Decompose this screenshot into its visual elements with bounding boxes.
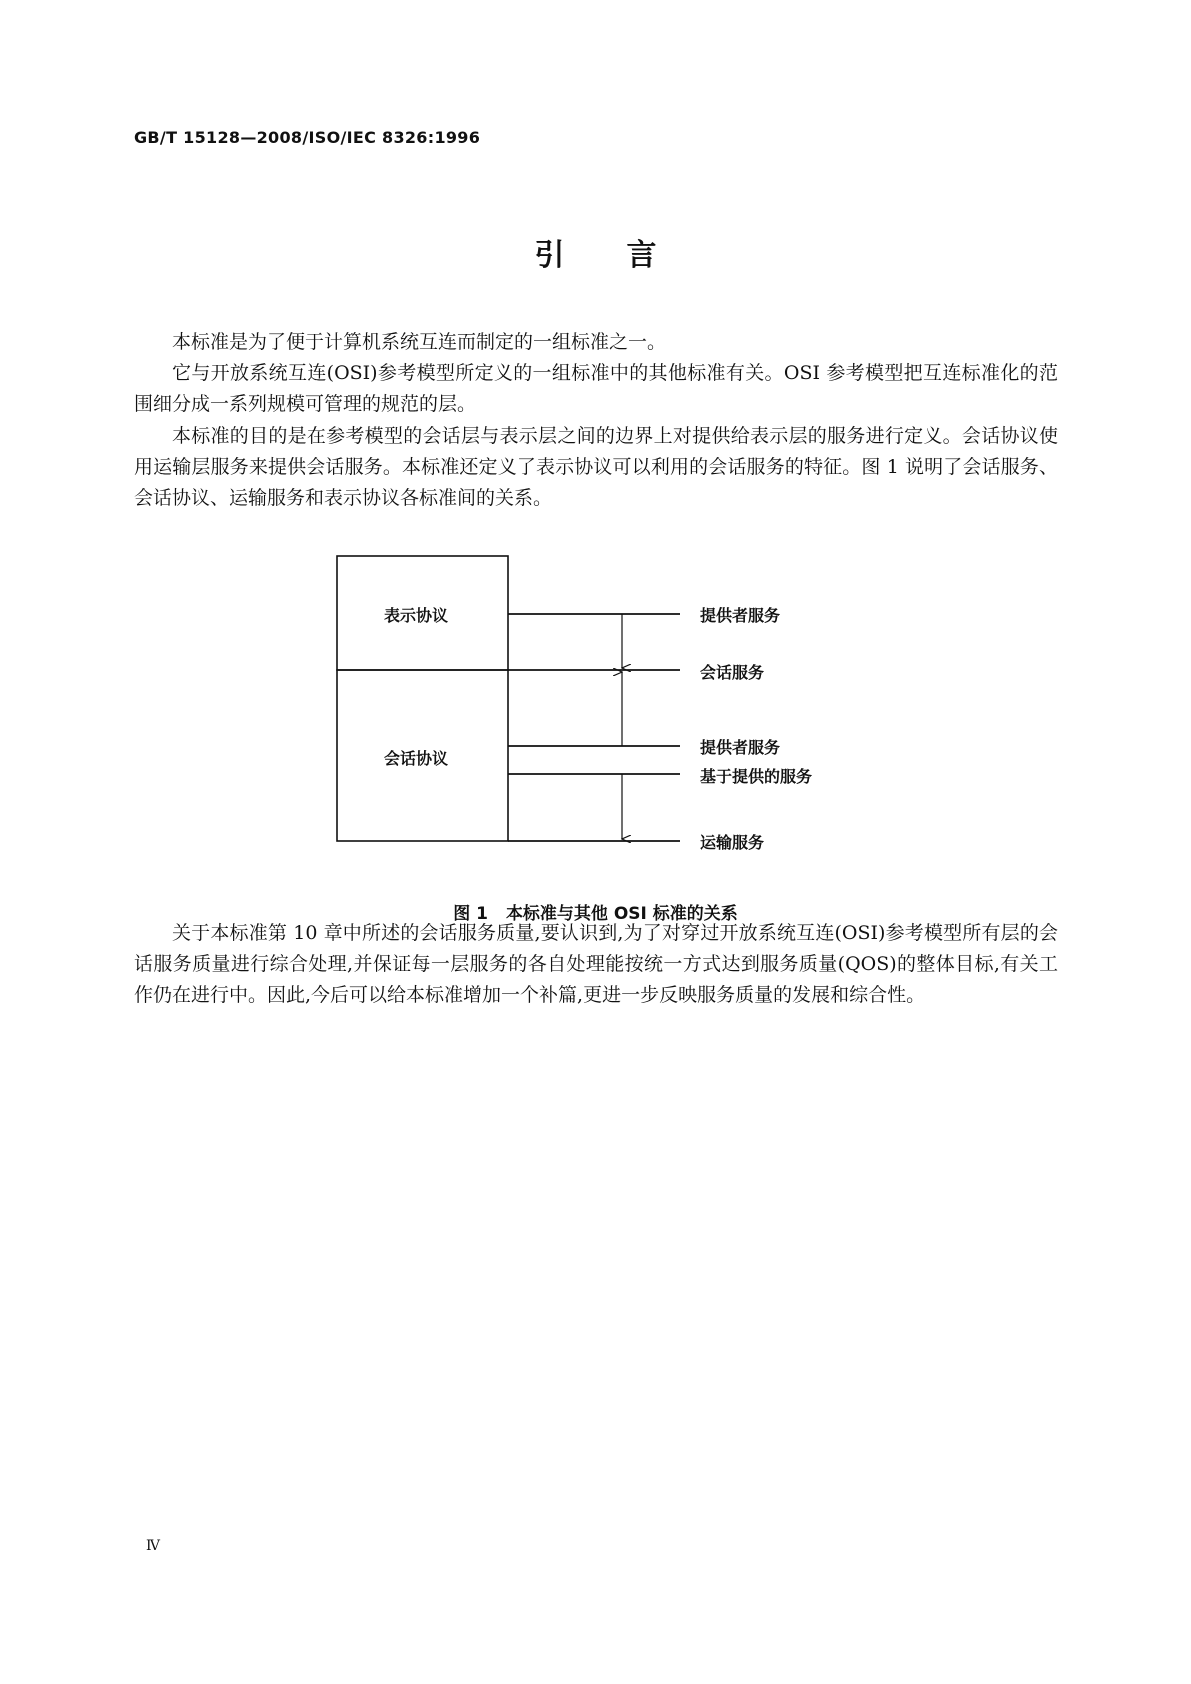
paragraph-2: 它与开放系统互连(OSI)参考模型所定义的一组标准中的其他标准有关。OSI 参考模型把互连标准化的范围细分成一系列规模可管理的规范的层。 — [134, 362, 1058, 415]
presentation-protocol-label: 表示协议 — [384, 606, 449, 625]
session-service-label: 会话服务 — [700, 663, 765, 682]
figure-caption-text: 本标准与其他 OSI 标准的关系 — [505, 904, 738, 924]
session-protocol-box — [337, 670, 508, 841]
provider-service-top-label: 提供者服务 — [700, 606, 781, 625]
paragraph-3: 本标准的目的是在参考模型的会话层与表示层之间的边界上对提供给表示层的服务进行定义。会话协议使用运输层服务来提供会话服务。本标准还定义了表示协议可以利用的会话服务的特征。图 1 说明了会话服务、会话协议、运输服务和表示协议各标准间的关系。 — [134, 425, 1058, 509]
figure-caption-number: 图 1 — [453, 904, 488, 924]
presentation-protocol-box — [337, 556, 508, 670]
page-number: Ⅳ — [146, 1538, 160, 1554]
paragraph-4: 关于本标准第 10 章中所述的会话服务质量,要认识到,为了对穿过开放系统互连(OSI)参考模型所有层的会话服务质量进行综合处理,并保证每一层服务的各自处理能按统一方式达到服务质量(QOS)的整体目标,有关工作仍在进行中。因此,今后可以给本标准增加一个补篇,更进一步反映服务质量的发展和综合性。 — [134, 922, 1058, 1006]
provider-service-mid-label: 提供者服务 — [700, 738, 781, 757]
page-title: 引言 — [534, 238, 719, 273]
transport-service-label: 运输服务 — [700, 833, 765, 852]
session-protocol-label: 会话协议 — [384, 749, 449, 768]
standard-number: GB/T 15128—2008/ISO/IEC 8326:1996 — [134, 128, 481, 147]
based-on-provided-service-label: 基于提供的服务 — [700, 767, 813, 786]
paragraph-1: 本标准是为了便于计算机系统互连而制定的一组标准之一。 — [172, 331, 667, 353]
